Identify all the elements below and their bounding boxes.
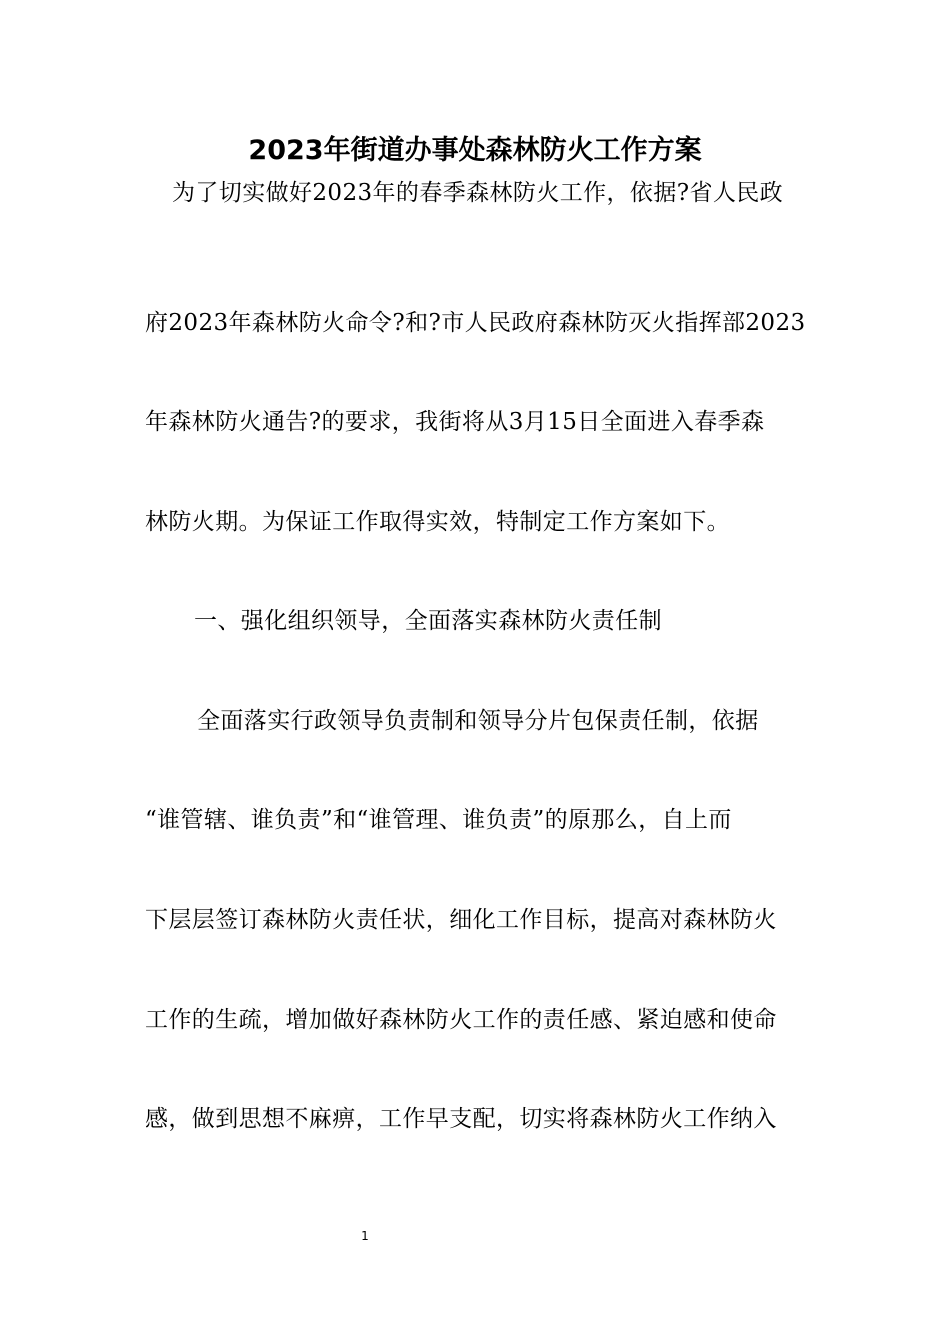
paragraph-1-line-4: 林防火期。为保证工作取得实效，特制定工作方案如下。 xyxy=(145,509,730,535)
section-heading-1: 一、强化组织领导，全面落实森林防火责任制 xyxy=(194,608,662,634)
paragraph-2-line-3: 下层层签订森林防火责任状，细化工作目标，提高对森林防火 xyxy=(145,907,777,933)
page-number: 1 xyxy=(361,1229,369,1243)
paragraph-1-line-3: 年森林防火通告?的要求，我街将从3月15日全面进入春季森 xyxy=(145,409,765,435)
paragraph-2-line-4: 工作的生疏，增加做好森林防火工作的责任感、紧迫感和使命 xyxy=(145,1007,777,1033)
paragraph-2-line-5: 感，做到思想不麻痹，工作早支配，切实将森林防火工作纳入 xyxy=(145,1106,777,1132)
paragraph-1-line-1: 为了切实做好2023年的春季森林防火工作，依据?省人民政 xyxy=(172,180,784,206)
paragraph-2-line-1: 全面落实行政领导负责制和领导分片包保责任制，依据 xyxy=(197,708,759,734)
document-title: 2023年街道办事处森林防火工作方案 xyxy=(248,135,702,166)
paragraph-2-line-2: “谁管辖、谁负责”和“谁管理、谁负责”的原那么，自上而 xyxy=(145,807,732,833)
paragraph-1-line-2: 府2023年森林防火命令?和?市人民政府森林防灭火指挥部2023 xyxy=(145,310,806,336)
